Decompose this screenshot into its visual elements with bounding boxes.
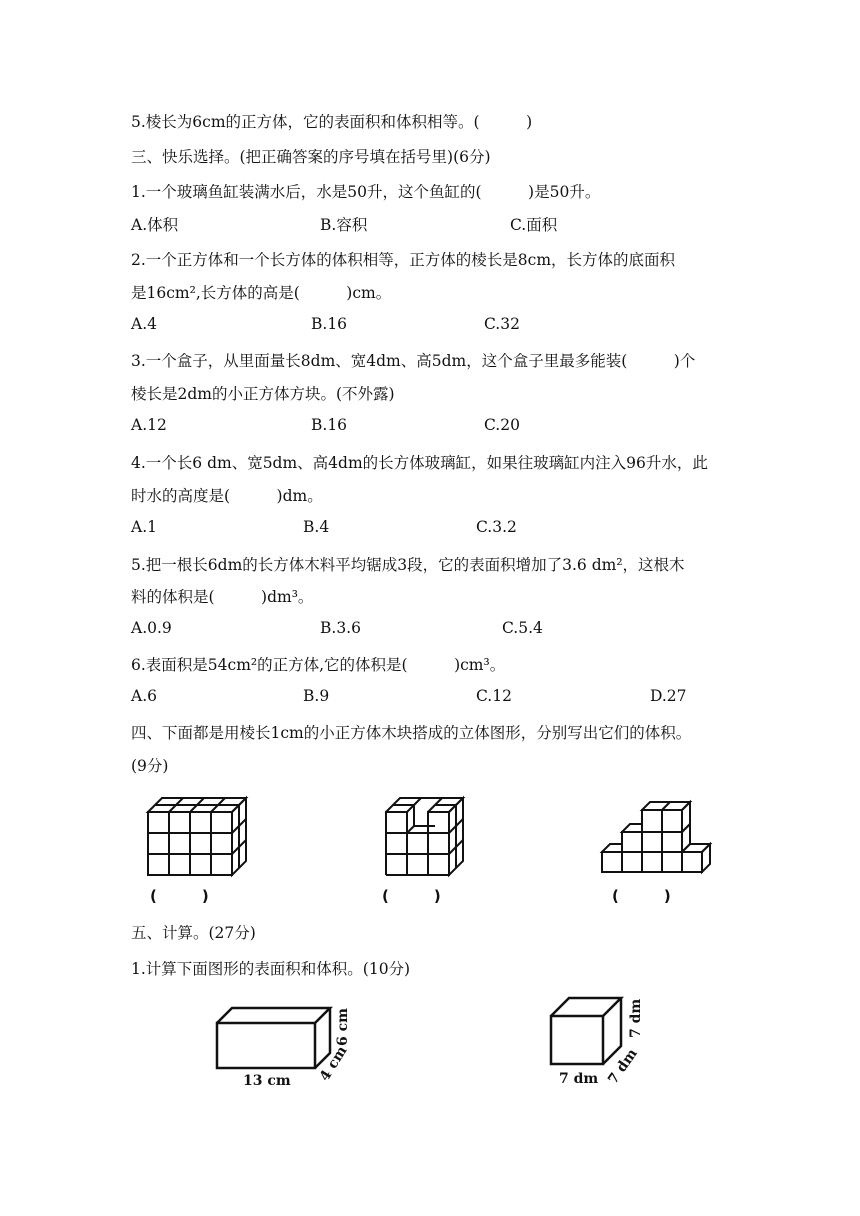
q6-option-c: C.12 (476, 687, 512, 705)
question-5-line-2: 料的体积是( )dm³。 (131, 588, 314, 606)
question-3-line-2: 棱长是2dm的小正方体方块。(不外露) (131, 385, 395, 403)
q4-option-c: C.3.2 (476, 518, 517, 536)
cuboid-figure (205, 998, 365, 1090)
q6-option-b: B.9 (303, 687, 330, 705)
q1-option-c: C.面积 (510, 216, 558, 234)
question-3-line-1: 3.一个盒子，从里面量长8dm、宽4dm、高5dm，这个盒子里最多能装( )个 (131, 352, 696, 370)
question-2-line-1: 2.一个正方体和一个长方体的体积相等，正方体的棱长是8cm，长方体的底面积 (131, 251, 676, 269)
section-5-heading: 五、计算。(27分) (131, 924, 256, 942)
cuboid-length-label: 13 cm (243, 1073, 291, 1089)
question-4-line-2: 时水的高度是( )dm。 (131, 487, 323, 505)
question-1: 1.一个玻璃鱼缸装满水后，水是50升，这个鱼缸的( )是50升。 (131, 183, 601, 201)
q2-option-a: A.4 (131, 315, 157, 333)
q5-option-c: C.5.4 (502, 619, 543, 637)
q3-option-a: A.12 (131, 416, 167, 434)
q5-option-a: A.0.9 (131, 619, 172, 637)
q2-option-b: B.16 (311, 315, 348, 333)
q6-option-d: D.27 (650, 687, 687, 705)
question-2-line-2: 是16cm²,长方体的高是( )cm。 (131, 284, 392, 302)
q6-option-a: A.6 (131, 687, 157, 705)
answer-paren-1: ( ) (150, 887, 209, 905)
q2-option-c: C.32 (484, 315, 520, 333)
answer-paren-3: ( ) (612, 887, 671, 905)
cube-stack-figure-1 (140, 790, 260, 880)
section-4-heading: 四、下面都是用棱长1cm的小正方体木块搭成的立体图形，分别写出它们的体积。 (131, 724, 692, 742)
section-4-score: (9分) (131, 757, 169, 775)
cuboid-height-label: 6 cm (335, 1008, 351, 1046)
q1-option-b: B.容积 (320, 216, 368, 234)
q5-option-b: B.3.6 (320, 619, 361, 637)
q3-option-c: C.20 (484, 416, 520, 434)
cube-depth-edge-label: 7 dm (605, 1045, 641, 1088)
true-false-item-5: 5.棱长为6cm的正方体，它的表面积和体积相等。( ) (131, 113, 533, 131)
cuboid-width-label: 4 cm (316, 1043, 351, 1085)
cube-front-edge-label: 7 dm (559, 1071, 599, 1087)
cube-figure (545, 988, 655, 1090)
cube-stack-figure-3 (598, 796, 720, 876)
question-5-line-1: 5.把一根长6dm的长方体木料平均锯成3段，它的表面积增加了3.6 dm²，这根木 (131, 556, 685, 574)
question-6: 6.表面积是54cm²的正方体,它的体积是( )cm³。 (131, 656, 506, 674)
section-3-heading: 三、快乐选择。(把正确答案的序号填在括号里)(6分) (131, 148, 491, 166)
cube-height-edge-label: 7 dm (628, 998, 644, 1038)
q3-option-b: B.16 (311, 416, 348, 434)
q4-option-b: B.4 (303, 518, 330, 536)
q1-option-a: A.体积 (131, 216, 179, 234)
answer-paren-2: ( ) (382, 887, 441, 905)
q4-option-a: A.1 (131, 518, 157, 536)
cube-stack-figure-2 (380, 788, 480, 880)
question-4-line-1: 4.一个长6 dm、宽5dm、高4dm的长方体玻璃缸，如果往玻璃缸内注入96升水，此 (131, 454, 708, 472)
calc-question-1: 1.计算下面图形的表面积和体积。(10分) (131, 960, 411, 978)
